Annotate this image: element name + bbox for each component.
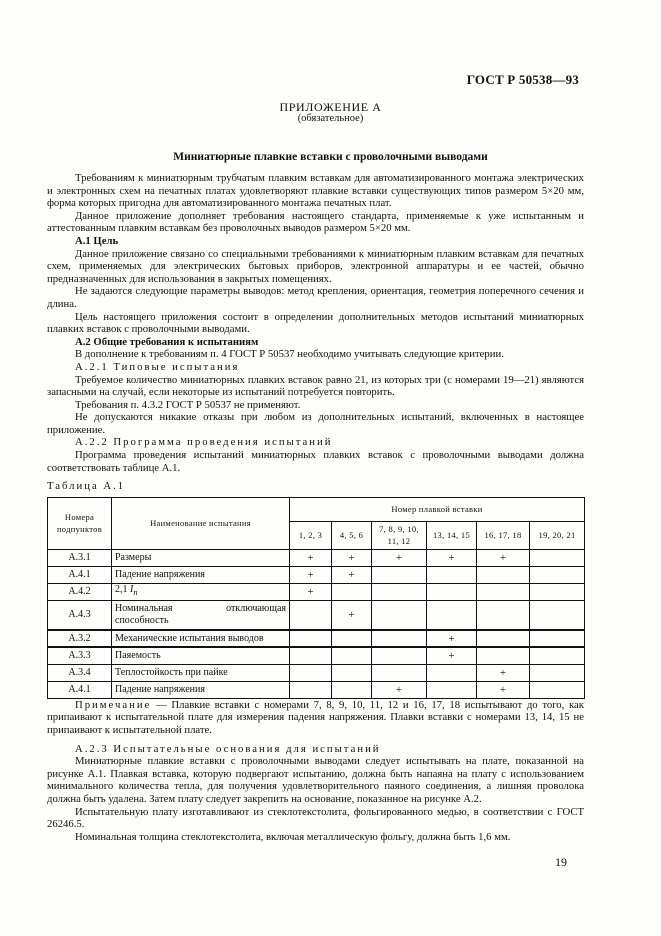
cell-test-mark [372,600,427,630]
test-name-text: Механические испытания выводов [115,632,264,644]
cell-test-name [112,583,290,600]
table-row [48,681,585,698]
test-name-text: Падение напряжения [115,683,205,695]
cell-test-mark [530,681,585,698]
cell-test-name [112,566,290,583]
cell-test-mark: + [290,583,332,600]
cell-test-mark [427,600,477,630]
current-subscript: n [133,588,138,598]
section-a2-heading: А.2 Общие требования к испытаниям [75,335,259,348]
table-note [47,699,584,737]
cell-subclause-number: А.3.4 [48,664,112,681]
table-row [48,549,585,566]
cell-test-mark: + [427,647,477,664]
note-label: Примечание [75,698,152,711]
header-fuse-group: 16, 17, 18 [477,521,530,549]
document-body [47,172,584,843]
test-name-text: Паяемость [115,649,161,661]
cell-test-mark [372,583,427,600]
cell-test-mark [290,647,332,664]
cell-test-mark: + [290,549,332,566]
test-name-text: Номинальная отключающая способность [115,602,286,627]
cell-test-mark: + [372,681,427,698]
cell-test-mark [372,630,427,647]
cell-test-name [112,647,290,664]
cell-test-mark [427,583,477,600]
standard-header: ГОСТ Р 50538—93 [466,72,579,87]
cell-test-mark [332,630,372,647]
note-text: — Плавкие вставки с номерами 7, 8, 9, 10, 11, 12 и 16, 17, 18 испытывают до того, как припаивают к испытательной плате для измерения падения напряжения. Плавки вставки с номерами 13, 14, 15 не припаивают к испытательной плате. [47,698,584,737]
table-row [48,630,585,647]
cell-test-mark [332,583,372,600]
section-a1-heading: А.1 Цель [75,234,119,247]
section-a21-paragraph-3: Не допускаются никакие отказы при любом из дополнительных испытаний, включенных в настоящее приложение. [47,411,584,436]
section-a2-paragraph-1: В дополнение к требованиям п. 4 ГОСТ Р 50537 необходимо учитывать следующие критерии. [75,348,504,361]
section-a23-paragraph-3: Номинальная толщина стеклотекстолита, включая металлическую фольгу, должна быть 1,6 мм. [75,830,511,843]
cell-test-mark [477,600,530,630]
appendix-title: ПРИЛОЖЕНИЕ А [279,100,382,114]
cell-test-mark: + [427,630,477,647]
cell-test-name [112,600,290,630]
section-a23-heading: А.2.3 Испытательные основания для испытаний [75,742,381,755]
intro-paragraph-2: Данное приложение дополняет требования настоящего стандарта, применяемые к уже испытанным и аттестованным плавким вставкам без проволочных выводов размером 5×20 мм. [47,209,584,235]
table-caption: Таблица А.1 [47,480,126,493]
cell-test-mark: + [477,681,530,698]
table-row [48,566,585,583]
cell-test-mark [530,583,585,600]
cell-test-mark [290,664,332,681]
table-row [48,647,585,664]
cell-test-mark [290,630,332,647]
cell-test-name [112,681,290,698]
cell-test-mark: + [332,600,372,630]
header-subclause-number: Номера подпунктов [48,497,112,549]
document-title: Миниатюрные плавкие вставки с проволочными выводами [173,151,488,163]
cell-test-mark: + [332,566,372,583]
test-program-table [47,497,585,699]
cell-test-mark [530,549,585,566]
test-name-text: Размеры [115,551,152,563]
cell-test-mark [290,681,332,698]
cell-subclause-number: А.4.1 [48,681,112,698]
cell-test-mark: + [372,549,427,566]
cell-subclause-number: А.4.2 [48,583,112,600]
header-fuse-group: 1, 2, 3 [290,521,332,549]
section-a22-heading: А.2.2 Программа проведения испытаний [75,436,333,449]
header-fuse-group: 4, 5, 6 [332,521,372,549]
cell-test-mark [332,681,372,698]
cell-test-mark [372,647,427,664]
intro-paragraph-1: Требованиям к миниатюрным трубчатым плавким вставкам для автоматизированного монтажа электрических и электронных схем на печатных платах удовлетворяют плавкие вставки существующих типов размером 5×20 мм, форма которых пригодна для автоматизированного монтажа печатных плат. [47,172,584,210]
appendix-status: (обязательное) [297,113,364,124]
section-a21-heading: А.2.1 Типовые испытания [75,360,240,373]
section-a21-paragraph-2: Требования п. 4.3.2 ГОСТ Р 50537 не применяют. [75,398,301,411]
cell-subclause-number: А.4.3 [48,600,112,630]
cell-test-name [112,549,290,566]
header-fuse-number: Номер плавкой вставки [290,497,585,521]
cell-test-mark [332,664,372,681]
cell-test-name [112,630,290,647]
cell-test-mark [530,600,585,630]
cell-test-mark [477,583,530,600]
cell-test-mark: + [477,549,530,566]
cell-test-mark [530,630,585,647]
section-a22-paragraph-1: Программа проведения испытаний миниатюрных плавких вставок с проволочными выводами должна соответствовать таблице А.1. [47,449,584,474]
cell-test-mark [427,681,477,698]
cell-test-mark [427,566,477,583]
header-fuse-group: 7, 8, 9, 10, 11, 12 [372,521,427,549]
cell-test-mark: + [290,566,332,583]
cell-test-mark: + [427,549,477,566]
section-a1-paragraph-1: Данное приложение связано со специальными требованиями к миниатюрным плавким вставкам для печатных схем, применяемых для электрических бытовых приборов, электронной аппаратуры и ее частей, обычно предназначенных для использования в закрытых помещениях. [47,247,584,285]
cell-test-mark [290,600,332,630]
section-a23-paragraph-2: Испытательную плату изготавливают из стеклотекстолита, фольгированного медью, в соответствии с ГОСТ 26246.5. [47,805,584,831]
cell-test-mark [530,647,585,664]
cell-test-mark: + [332,549,372,566]
header-test-name: Наименование испытания [112,497,290,549]
cell-subclause-number: А.3.2 [48,630,112,647]
table-row [48,583,585,600]
section-a21-paragraph-1: Требуемое количество миниатюрных плавких вставок равно 21, из которых три (с номерами 19—21) являются запасными на случай, если некоторые из испытаний потребуется повторить. [47,373,584,399]
cell-test-mark [332,647,372,664]
cell-test-mark [427,664,477,681]
table-row [48,664,585,681]
section-a23-paragraph-1: Миниатюрные плавкие вставки с проволочными выводами следует испытывать на плате, показанной на рисунке А.1. Плавкая вставка, которую подвергают испытанию, должна быть напаяна на плату с использованием минимального количества тепла, для получения удовлетворительного паяного соединения, а лишняя проволока должна быть удалена. Затем плату следует закрепить на основание, показанное на рисунке А.2. [47,755,584,805]
test-name-text: Теплостойкость при пайке [115,666,228,678]
cell-test-mark [530,664,585,681]
cell-test-mark [477,566,530,583]
current-symbol: I [130,584,134,596]
header-fuse-group: 19, 20, 21 [530,521,585,549]
cell-test-mark: + [477,664,530,681]
cell-test-mark [372,664,427,681]
cell-subclause-number: А.4.1 [48,566,112,583]
cell-test-mark [372,566,427,583]
section-a1-paragraph-3: Цель настоящего приложения состоит в определении дополнительных методов испытаний миниатюрных плавких вставок с проволочными выводами. [47,310,584,336]
section-a1-paragraph-2: Не задаются следующие параметры выводов: метод крепления, ориентация, геометрия поперечного сечения и длина. [47,285,584,310]
cell-subclause-number: А.3.3 [48,647,112,664]
header-fuse-group: 13, 14, 15 [427,521,477,549]
cell-test-mark [530,566,585,583]
cell-test-mark [477,630,530,647]
test-name-text: 2,1 [115,584,130,596]
page-number: 19 [555,855,567,869]
test-name-text: Падение напряжения [115,568,205,580]
cell-test-mark [477,647,530,664]
cell-test-name [112,664,290,681]
cell-subclause-number: А.3.1 [48,549,112,566]
table-row [48,600,585,630]
